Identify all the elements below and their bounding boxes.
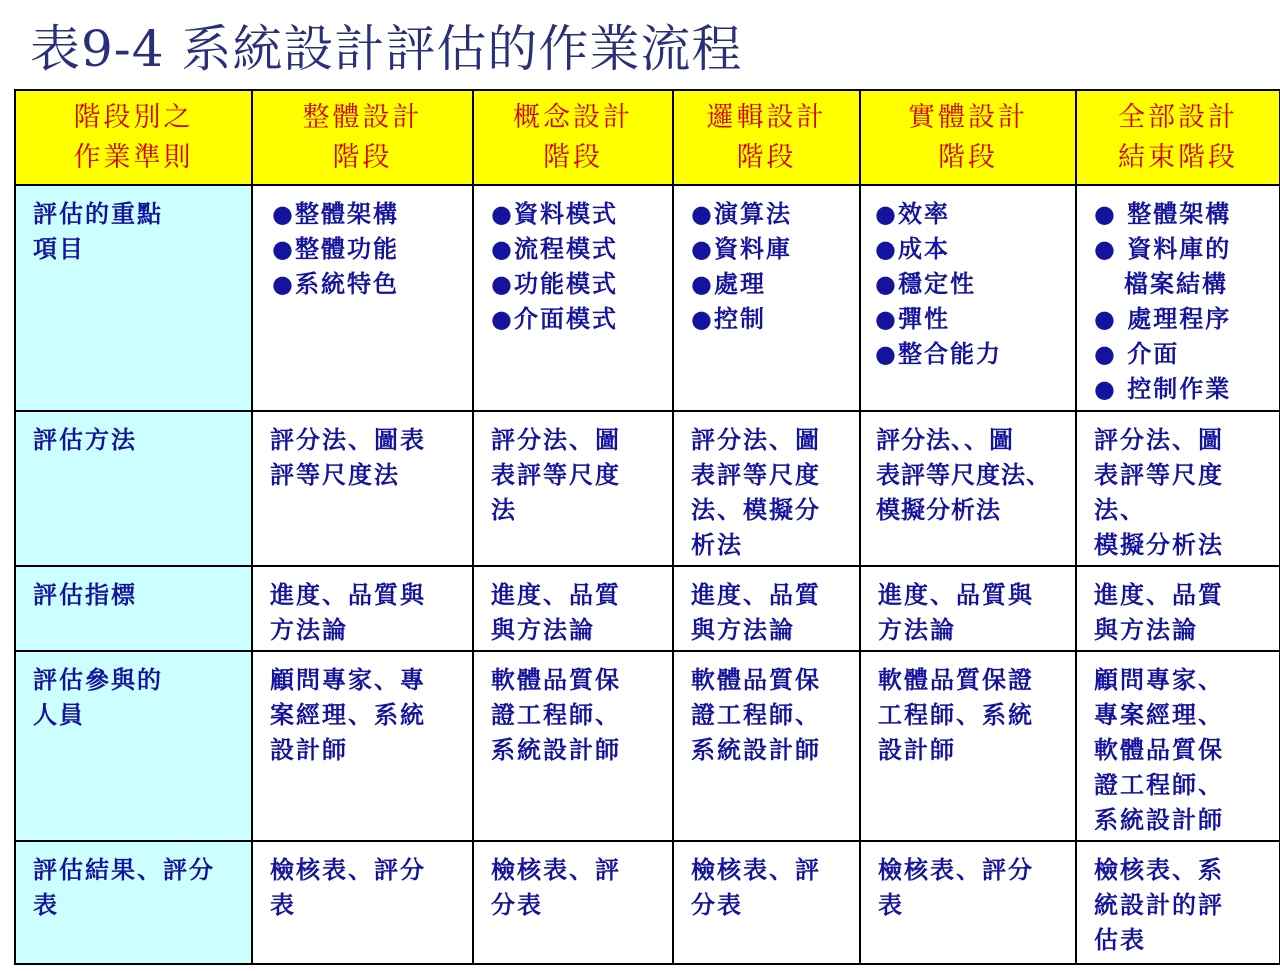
table-cell: [673, 841, 860, 964]
bullet-item: ● 介面: [1094, 336, 1279, 371]
header-line: 階段: [736, 141, 797, 173]
cell-line: 顧問專家、: [1094, 665, 1224, 694]
table-header-row: [15, 90, 1280, 185]
bullet-item: ● 處理: [691, 266, 859, 301]
cell-line: 進度、品質: [491, 580, 621, 609]
cell-line: 與方法論: [1094, 615, 1198, 644]
row-label-line: 評估的重點: [33, 199, 163, 228]
cell-line: 表評等尺度法、: [876, 460, 1051, 489]
bullet-item: ● 資料庫的: [1094, 231, 1279, 266]
bullet-item: ● 系統特色: [272, 266, 472, 301]
table-cell: [252, 411, 473, 566]
cell-line: 軟體品質保: [691, 665, 821, 694]
bullet-item-continuation: 檔案結構: [1124, 269, 1228, 298]
table-cell: [252, 185, 473, 411]
table-cell: [473, 566, 673, 651]
table-cell: [860, 841, 1076, 964]
cell-line: 進度、品質: [1094, 580, 1224, 609]
cell-line: 專案經理、: [1094, 700, 1224, 729]
cell-line: 表: [270, 890, 296, 919]
cell-line: 檢核表、評分: [270, 855, 426, 884]
header-line: 結束階段: [1118, 141, 1238, 173]
cell-line: 與方法論: [491, 615, 595, 644]
table-cell: [1076, 651, 1280, 841]
table-cell: [1076, 411, 1280, 566]
header-criteria: [15, 90, 252, 185]
cell-line: 模擬分析法: [876, 495, 1001, 524]
bullet-item: ● 處理程序: [1094, 301, 1279, 336]
cell-line: 方法論: [878, 615, 956, 644]
row-label-line: 項目: [33, 234, 85, 263]
cell-line: 檢核表、評: [491, 855, 621, 884]
row-label-focus-items: [15, 185, 252, 411]
cell-line: 進度、品質: [691, 580, 821, 609]
table-row: [15, 411, 1280, 566]
bullet-item: ● 穩定性: [875, 266, 1075, 301]
row-label-indicators: [15, 566, 252, 651]
cell-line: 表評等尺度: [1094, 460, 1224, 489]
header-line: 邏輯設計: [706, 101, 827, 133]
header-line: 作業準則: [73, 141, 194, 173]
bullet-item: ● 效率: [875, 196, 1075, 231]
cell-line: 分表: [691, 890, 743, 919]
header-line: 階段: [938, 141, 998, 173]
cell-line: 案經理、系統: [270, 700, 426, 729]
header-line: 概念設計: [513, 101, 633, 133]
bullet-item: ● 整體架構: [272, 196, 472, 231]
cell-line: 評分法、圖表: [270, 425, 426, 454]
cell-line: 設計師: [270, 735, 348, 764]
table-cell: [860, 651, 1076, 841]
table-cell: [252, 841, 473, 964]
bullet-item: ● 流程模式: [491, 231, 672, 266]
cell-line: 模擬分析法: [1094, 530, 1224, 559]
cell-line: 軟體品質保: [491, 665, 621, 694]
row-label-results: [15, 841, 252, 964]
cell-line: 估表: [1094, 925, 1146, 954]
table-cell: [1076, 185, 1280, 411]
bullet-item: ● 功能模式: [491, 266, 672, 301]
bullet-item: ● 整合能力: [875, 336, 1075, 371]
row-label-line: 表: [33, 890, 59, 919]
table-cell: [1076, 566, 1280, 651]
cell-line: 系統設計師: [691, 735, 821, 764]
header-final-design: [1076, 90, 1280, 185]
table-cell: [673, 566, 860, 651]
header-line: 階段別之: [73, 101, 194, 133]
table-cell: [473, 185, 673, 411]
row-label-participants: [15, 651, 252, 841]
bullet-item: ● 整體功能: [272, 231, 472, 266]
table-cell: [860, 411, 1076, 566]
bullet-item: ● 控制作業: [1094, 371, 1279, 406]
cell-line: 檢核表、評分: [878, 855, 1034, 884]
cell-line: 檢核表、系: [1094, 855, 1224, 884]
cell-line: 與方法論: [691, 615, 795, 644]
table-cell: [860, 185, 1076, 411]
cell-line: 證工程師、: [1094, 770, 1224, 799]
header-line: 全部設計: [1118, 101, 1238, 133]
cell-line: 系統設計師: [491, 735, 621, 764]
bullet-item: ● 介面模式: [491, 301, 672, 336]
cell-line: 顧問專家、專: [270, 665, 426, 694]
cell-line: 軟體品質保證: [878, 665, 1034, 694]
cell-line: 法、模擬分: [691, 495, 821, 524]
table-row: [15, 841, 1280, 964]
row-label-line: 評估參與的: [33, 665, 163, 694]
cell-line: 分表: [491, 890, 543, 919]
cell-line: 評分法、圖: [491, 425, 621, 454]
cell-line: 系統設計師: [1094, 805, 1224, 834]
header-physical-design: [860, 90, 1076, 185]
header-line: 階段: [332, 141, 393, 173]
row-label-line: 人員: [33, 700, 85, 729]
cell-line: 評分法、、圖: [876, 425, 1014, 454]
cell-line: 軟體品質保: [1094, 735, 1224, 764]
row-label-methods: [15, 411, 252, 566]
cell-line: 檢核表、評: [691, 855, 821, 884]
cell-line: 表評等尺度: [691, 460, 821, 489]
bullet-item: ● 控制: [691, 301, 859, 336]
header-line: 階段: [543, 141, 603, 173]
cell-line: 評等尺度法: [270, 460, 400, 489]
bullet-item: ● 資料庫: [691, 231, 859, 266]
cell-line: 工程師、系統: [878, 700, 1034, 729]
evaluation-flow-table: [14, 89, 1280, 965]
bullet-item: ● 成本: [875, 231, 1075, 266]
table-cell: [673, 185, 860, 411]
table-cell: [473, 411, 673, 566]
row-label-line: 評估結果、評分: [33, 855, 215, 884]
cell-line: 析法: [691, 530, 743, 559]
table-cell: [252, 651, 473, 841]
header-line: 整體設計: [302, 101, 423, 133]
row-label-line: 評估方法: [33, 425, 137, 454]
table-cell: [673, 651, 860, 841]
table-cell: [673, 411, 860, 566]
cell-line: 評分法、圖: [1094, 425, 1224, 454]
cell-line: 進度、品質與: [270, 580, 426, 609]
cell-line: 表評等尺度: [491, 460, 621, 489]
table-cell: [473, 841, 673, 964]
cell-line: 統設計的評: [1094, 890, 1224, 919]
bullet-item: ● 資料模式: [491, 196, 672, 231]
bullet-item: ● 彈性: [875, 301, 1075, 336]
cell-line: 法: [491, 495, 517, 524]
table-cell: [252, 566, 473, 651]
cell-line: 法、: [1094, 495, 1146, 524]
cell-line: 設計師: [878, 735, 956, 764]
row-label-line: 評估指標: [33, 580, 137, 609]
table-cell: [1076, 841, 1280, 964]
header-overall-design: [252, 90, 473, 185]
cell-line: 評分法、圖: [691, 425, 821, 454]
cell-line: 進度、品質與: [878, 580, 1034, 609]
page-title: 表9-4 系統設計評估的作業流程: [30, 20, 743, 78]
cell-line: 方法論: [270, 615, 348, 644]
table-cell: [473, 651, 673, 841]
table-row: [15, 566, 1280, 651]
cell-line: 表: [878, 890, 904, 919]
bullet-item: ● 演算法: [691, 196, 859, 231]
header-line: 實體設計: [908, 101, 1028, 133]
header-logical-design: [673, 90, 860, 185]
table-cell: [860, 566, 1076, 651]
cell-line: 證工程師、: [491, 700, 621, 729]
cell-line: 證工程師、: [691, 700, 821, 729]
table-row: [15, 651, 1280, 841]
header-conceptual-design: [473, 90, 673, 185]
bullet-item: ● 整體架構: [1094, 196, 1279, 231]
table-row: [15, 185, 1280, 411]
